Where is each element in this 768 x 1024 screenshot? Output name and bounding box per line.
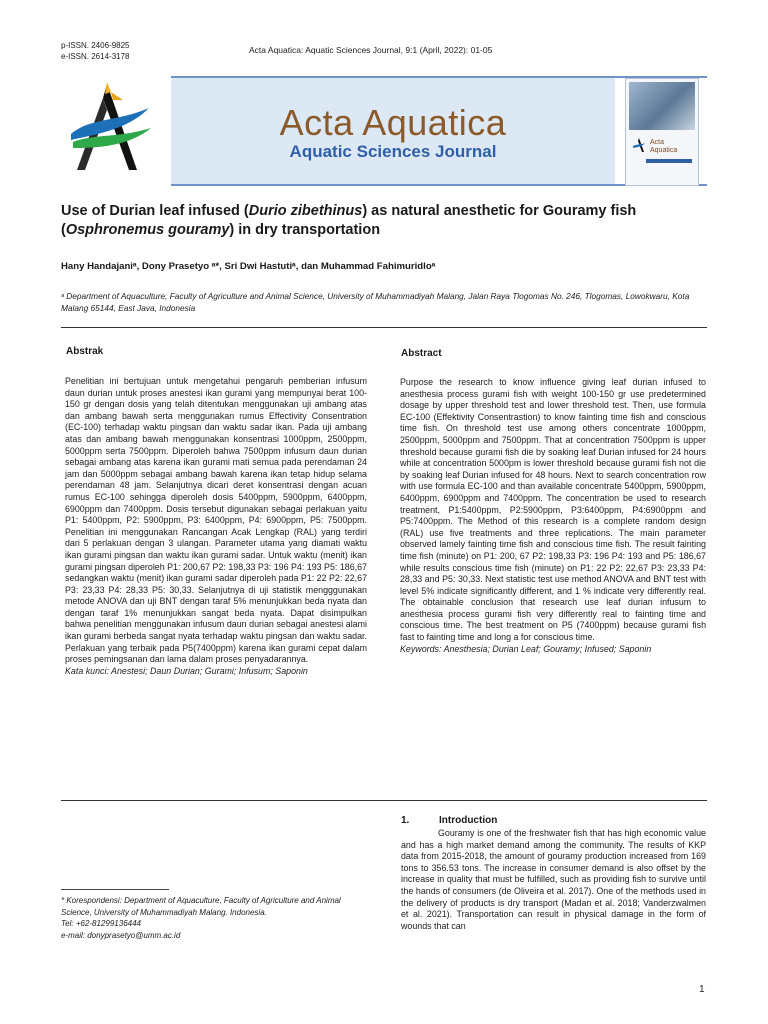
divider-top <box>61 327 707 328</box>
page-number: 1 <box>699 984 705 995</box>
cover-image <box>629 82 695 130</box>
divider-bottom <box>61 800 707 801</box>
intro-heading: Introduction <box>439 815 498 826</box>
footnote-rule <box>61 889 169 890</box>
abstrak-heading: Abstrak <box>66 346 104 357</box>
title-species-2: Osphronemus gouramy <box>65 222 230 238</box>
issn-block <box>61 40 130 62</box>
journal-logo-icon <box>67 78 153 176</box>
journal-banner <box>61 72 707 190</box>
author-list: Hany Handajaniᵃ, Dony Prasetyo ᵃ*, Sri Dwi Hastutiᵃ, dan Muhammad Fahimuridloᵃ <box>61 261 436 272</box>
title-part-1: Use of Durian leaf infused ( <box>61 203 249 219</box>
footnote-correspondence: * Korespondensi: Department of Aquaculture, Faculty of Agriculture and Animal Science, University of Muhammadiyah Malang. Indonesia. <box>61 896 341 917</box>
cover-title-line-2: Aquatica <box>650 147 678 154</box>
title-part-3: ) in dry transportation <box>229 222 381 238</box>
footnote-email: e-mail: donyprasetyo@umm.ac.id <box>61 930 181 940</box>
cover-subtitle-bar <box>646 159 692 163</box>
cover-title-line-1: Acta <box>650 139 665 146</box>
cover-title <box>650 139 677 155</box>
abstrak-text: Penelitian ini bertujuan untuk mengetahui pengaruh pemberian infusum daun durian untuk proses anestesi ikan gurami yang mempunyai berat 100-150 gr dengan dosis yang telah ditentukan menggunakan uji ambang atas dan ambang bawah serta menggunakan rumus Effectivity Consentration (EC-100) terhadap waktu pingsan dan waktu sadar ikan. Pada uji ambang atas dan ambang bawah menggunakan konsentrasi 1000ppm, 2500ppm, 5000ppm serta 7500ppm. Diperoleh bahwa 7500ppm infusum daun durian sebagai ambang atas karena ikan gurami mati semua pada perendaman 24 jam dan 5000ppm sebagai ambang bawah karena ikan tetap hidup selama perendaman 48 jam. Selanjutnya dicari deret konsentrasi dengan acuan rumus EC-100 sehingga diperoleh dosis 5400ppm, 5900ppm, 6400ppm, 6900ppm dan 7400ppm. Dosis tersebut digunakan sebagai perlakuan yaitu P1: 5400ppm, P2: 5900ppm, P3: 6400ppm, P4: 6900ppm, P5: 7500ppm. Penelitian ini menggunakan Rancangan Acak Lengkap (RAL) yang terdiri dari 5 perlakuan dengan 3 ulangan. Parameter utama yang diamati waktu ikan gurami pingsan dan waktu ikan gurami sadar. Untuk waktu (menit) ikan gurami pingsan diperoleh P1: 200,67 P2: 198,33 P3: 196 P4: 193 P5: 186,67 sedangkan waktu (menit) ikan gurami sadar diperoleh pada P1: 22 P2: 22,67 P3: 23,33 P4: 28,33 P5: 30,33. Selanjutnya di uji statistik mengggunakan metode ANOVA dan uji BNT dengan taraf 5% menunjukkan beda nyata dan dengan taraf 1% menunjukkan sangat beda nyata. Dapat disimpulkan bahwa penelitian menggunakan infusum daun durian sebagai anestesi alami ikan gurami berbeda sangat nyata terhadap waktu pingsan dan waktu sadar. Perlakuan yang terbaik pada P5(7400ppm) karena ikan gurami cepat dalam proses pemingsanan dan lama dalam proses penyadarannya. <box>65 376 367 665</box>
title-part-2: ) as natural anesthetic for Gouramy fish ( <box>61 203 637 238</box>
abstrak-body <box>65 376 367 677</box>
abstract-body <box>400 377 706 655</box>
abstract-keywords: Keywords: Anesthesia; Durian Leaf; Gouramy; Infused; Saponin <box>400 643 652 654</box>
journal-subtitle: Aquatic Sciences Journal <box>289 142 497 161</box>
affiliation: ᵃ Department of Aquaculture, Faculty of Agriculture and Animal Science, University of Muhammadiyah Malang, Jalan Raya Tlogomas No. 246, Tlogomas, Lowokwaru, Kota Malang 65144, East Java, Indonesia <box>61 291 690 313</box>
e-issn: e-ISSN. 2614-3178 <box>61 52 130 61</box>
abstrak-keywords: Kata kunci: Anestesi; Daun Durian; Gurami; Infusum; Saponin <box>65 665 308 676</box>
journal-title: Acta Aquatica <box>279 102 507 143</box>
abstract-text: Purpose the research to know influence giving leaf durian infused to anesthesia process gurami fish with weight 100-150 gr use predetermined dosage by upper threshold test and lower threshold test. Then, use formula EC-100 (Effektivity Consentrastion) to know fainting time fish and conscious time fish. On threshold test use among others concentrate 1000ppm, 2500ppm, 5000ppm and 7500ppm. That at concentration 7500ppm is upper threshold because gurami fish die by soaking leaf Durian infused for 24 hours while at concentration 5000pm is lower threshold because gurami fish not die by soaking leaf Durian infused for 48 hours. Next to search concentration row with use formula EC-100 and than available concentrate 5400ppm, 5900ppm, 6400ppm, 6900ppm and 7400ppm. The concentration be used to research treatment, P1:5400ppm, P2:5900ppm, P3:6400ppm, P4:6900ppm and P5:7400ppm. The Method of this research is a complete random design (RAL) use five treatments and three replications. The main parameter observed lamely fainting time fish and conscious time fish. The result fainting time fish (minute) on P1: 200, 67 P2: 198,33 P3: 196 P4: 193 and P5: 186,67 while results conscious time fish (minute) on P1: 22 P2: 22,67 P3: 23,33 P4: 28,33 and P5: 30,33. Next statistic test use method ANOVA and BNT test with level 5% indicate significantly different, and 1 % indicate very differently real. The obtainable conclusion that research use leaf durian infusum to anesthesia process gurami fish very differently real to fainting time and conscious time. The best treatment on P5 (7400ppm) because gurami fish fast to fainting time and long a for conscious time. <box>400 377 706 643</box>
journal-reference: Acta Aquatica: Aquatic Sciences Journal, 9:1 (April, 2022): 01-05 <box>249 45 493 55</box>
footnote-tel: Tel: +62-81299136444 <box>61 919 141 928</box>
intro-number: 1. <box>401 815 410 826</box>
journal-cover-thumbnail <box>625 78 699 186</box>
title-species-1: Durio zibethinus <box>248 203 363 219</box>
intro-body: Gouramy is one of the freshwater fish that has high economic value and has a high market demand among the community. The results of KKP data from 2015-2018, the amount of gouramy production increased from 169 tons to 356.53 tons. The increase in consumer demand is also offset by the increase in quality that must be fulfilled, such as providing fish to survive until the hands of consumers (de Oliveira et al. 2017). One of the methods used in the delivery of products is dry transport (Madan et al. 2018; Vanderzwalmen et al. 2021). Transportation can result in physical damage in the form of wounds that can <box>401 828 706 931</box>
cover-logo-icon <box>632 137 646 153</box>
article-title <box>61 202 707 240</box>
p-issn: p-ISSN. 2406-9825 <box>61 41 130 50</box>
footnote <box>61 895 371 941</box>
abstract-heading: Abstract <box>401 348 442 359</box>
